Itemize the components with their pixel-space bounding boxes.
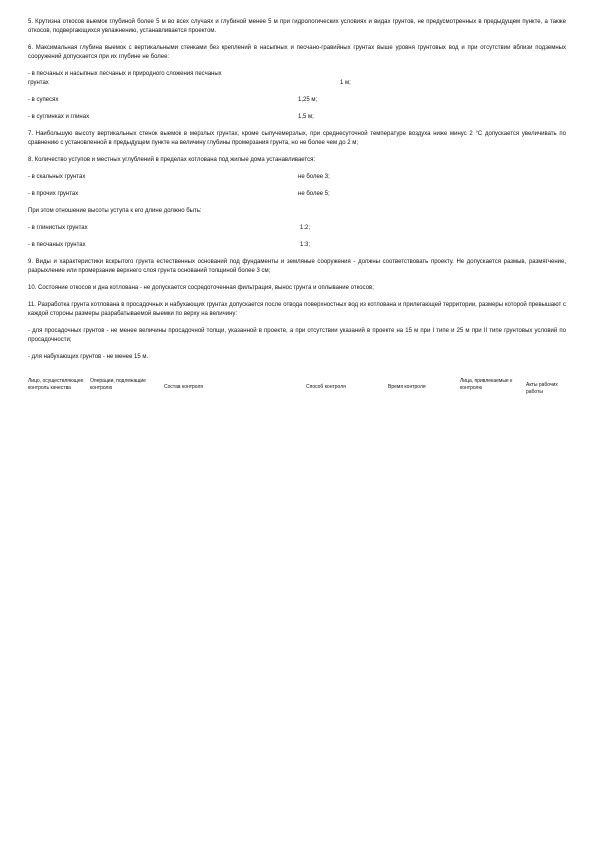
clause-6-item-sandy-loam-value: 1,25 м; xyxy=(298,97,318,103)
table-header-scope: Состав контроля xyxy=(164,384,204,390)
table-header-time: Время контроля xyxy=(388,384,426,390)
clause-8-ratio-sand-label: - в песчаных грунтах xyxy=(28,242,86,248)
clause-8-ratio-clay-label: - в глинистых грунтах xyxy=(28,225,88,231)
clause-6-item-sand-label-2: грунтах xyxy=(28,80,49,86)
clause-8-ratio-sand xyxy=(28,241,566,250)
clause-6-item-sand-label-1: - в песчаных и насыпных песчаных и природного сложения песчаных xyxy=(28,71,222,77)
clause-8-item-other-value: не более 5; xyxy=(298,191,330,197)
clause-8-ratio-sand-value: 1:3; xyxy=(300,242,311,248)
clause-6-item-loam-clay-value: 1,5 м; xyxy=(298,114,314,120)
control-table-header xyxy=(28,378,566,395)
table-header-acts: Акты рабочих работы xyxy=(526,382,558,395)
clause-6-item-loam-clay-label: - в суглинках и глинах xyxy=(28,114,90,120)
clause-8-item-rock xyxy=(28,173,566,182)
clause-8-ratio-clay-value: 1:2; xyxy=(300,225,311,231)
clause-8-item-rock-value: не более 3; xyxy=(298,174,330,180)
clause-5: 5. Крутизна откосов выемок глубиной более 5 м во всех случаях и глубиной менее 5 м при гидрологических условиях и видах грунтов, не предусмотренных в предыдущем пункте, а также откосов, подвергающихся увлажнению, устанавливается проектом. xyxy=(28,19,566,34)
clause-11-swelling: - для набухающих грунтов - не менее 15 м. xyxy=(28,354,149,360)
clause-8-note: При этом отношение высоты уступа к его длине должно быть: xyxy=(28,208,202,214)
clause-8-item-other-label: - в прочих грунтах xyxy=(28,191,79,197)
clause-11-subsiding: - для просадочных грунтов - не менее величины просадочной толщи, указанной в проекте, а при отсутствии указаний в проекте на 15 м при I типе и 25 м при II типе грунтовых условий по просадочности; xyxy=(28,328,566,343)
clause-10: 10. Состояние откосов и дна котлована - не допускается сосредоточенная фильтрация, вынос грунта и оплывание откосов; xyxy=(28,285,374,291)
clause-6-item-sand xyxy=(28,70,566,88)
table-header-method: Способ контроля xyxy=(306,384,346,390)
clause-7: 7. Наибольшую высоту вертикальных стенок выемок в мерзлых грунтах, кроме сыпучемерзлых, при среднесуточной температуре воздуха ниже минус 2 °С допускается увеличивать по сравнению с установленной в предыдущем пункте на величину глубины промерзания грунта, но не более чем до 2 м; xyxy=(28,131,566,146)
clause-8-item-other xyxy=(28,190,566,199)
clause-11: 11. Разработка грунта котлована в просадочных и набухающих грунтах допускается после отвода поверхностных вод из котлована и прилегающей территории, размеры которой превышают с каждой стороны размеры разрабатываемой выемки по верху на величину: xyxy=(28,302,566,317)
clause-6-item-sandy-loam xyxy=(28,96,566,105)
clause-6-item-loam-clay xyxy=(28,113,566,122)
table-header-inspector: Лицо, осуществляющее контроль качества xyxy=(28,378,84,391)
clause-6-item-sandy-loam-label: - в супесях xyxy=(28,97,59,103)
table-header-involved: Лица, привлекаемые к контролю xyxy=(460,378,513,391)
clause-8: 8. Количество уступов и местных углублений в пределах котлована под жилые дома устанавливается: xyxy=(28,157,316,163)
clause-6: 6. Максимальная глубина выемок с вертикальными стенками без креплений в насыпных и песчано-гравийных грунтах выше уровня грунтовых вод и при отсутствии вблизи подземных сооружений допускается при их глубине не более: xyxy=(28,45,566,60)
clause-9: 9. Виды и характеристики вскрытого грунта естественных оснований под фундаменты и земляные сооружения - должны соответствовать проекту. Не допускается размыв, размягчение, разрыхление или промерзание верхнего слоя грунта оснований толщиной более 3 см; xyxy=(28,259,566,274)
table-header-operations: Операции, подлежащие контролю xyxy=(90,378,146,391)
document-page xyxy=(28,18,566,395)
clause-8-item-rock-label: - в скальных грунтах xyxy=(28,174,86,180)
clause-8-ratio-clay xyxy=(28,224,566,233)
clause-6-item-sand-value: 1 м; xyxy=(340,80,351,86)
